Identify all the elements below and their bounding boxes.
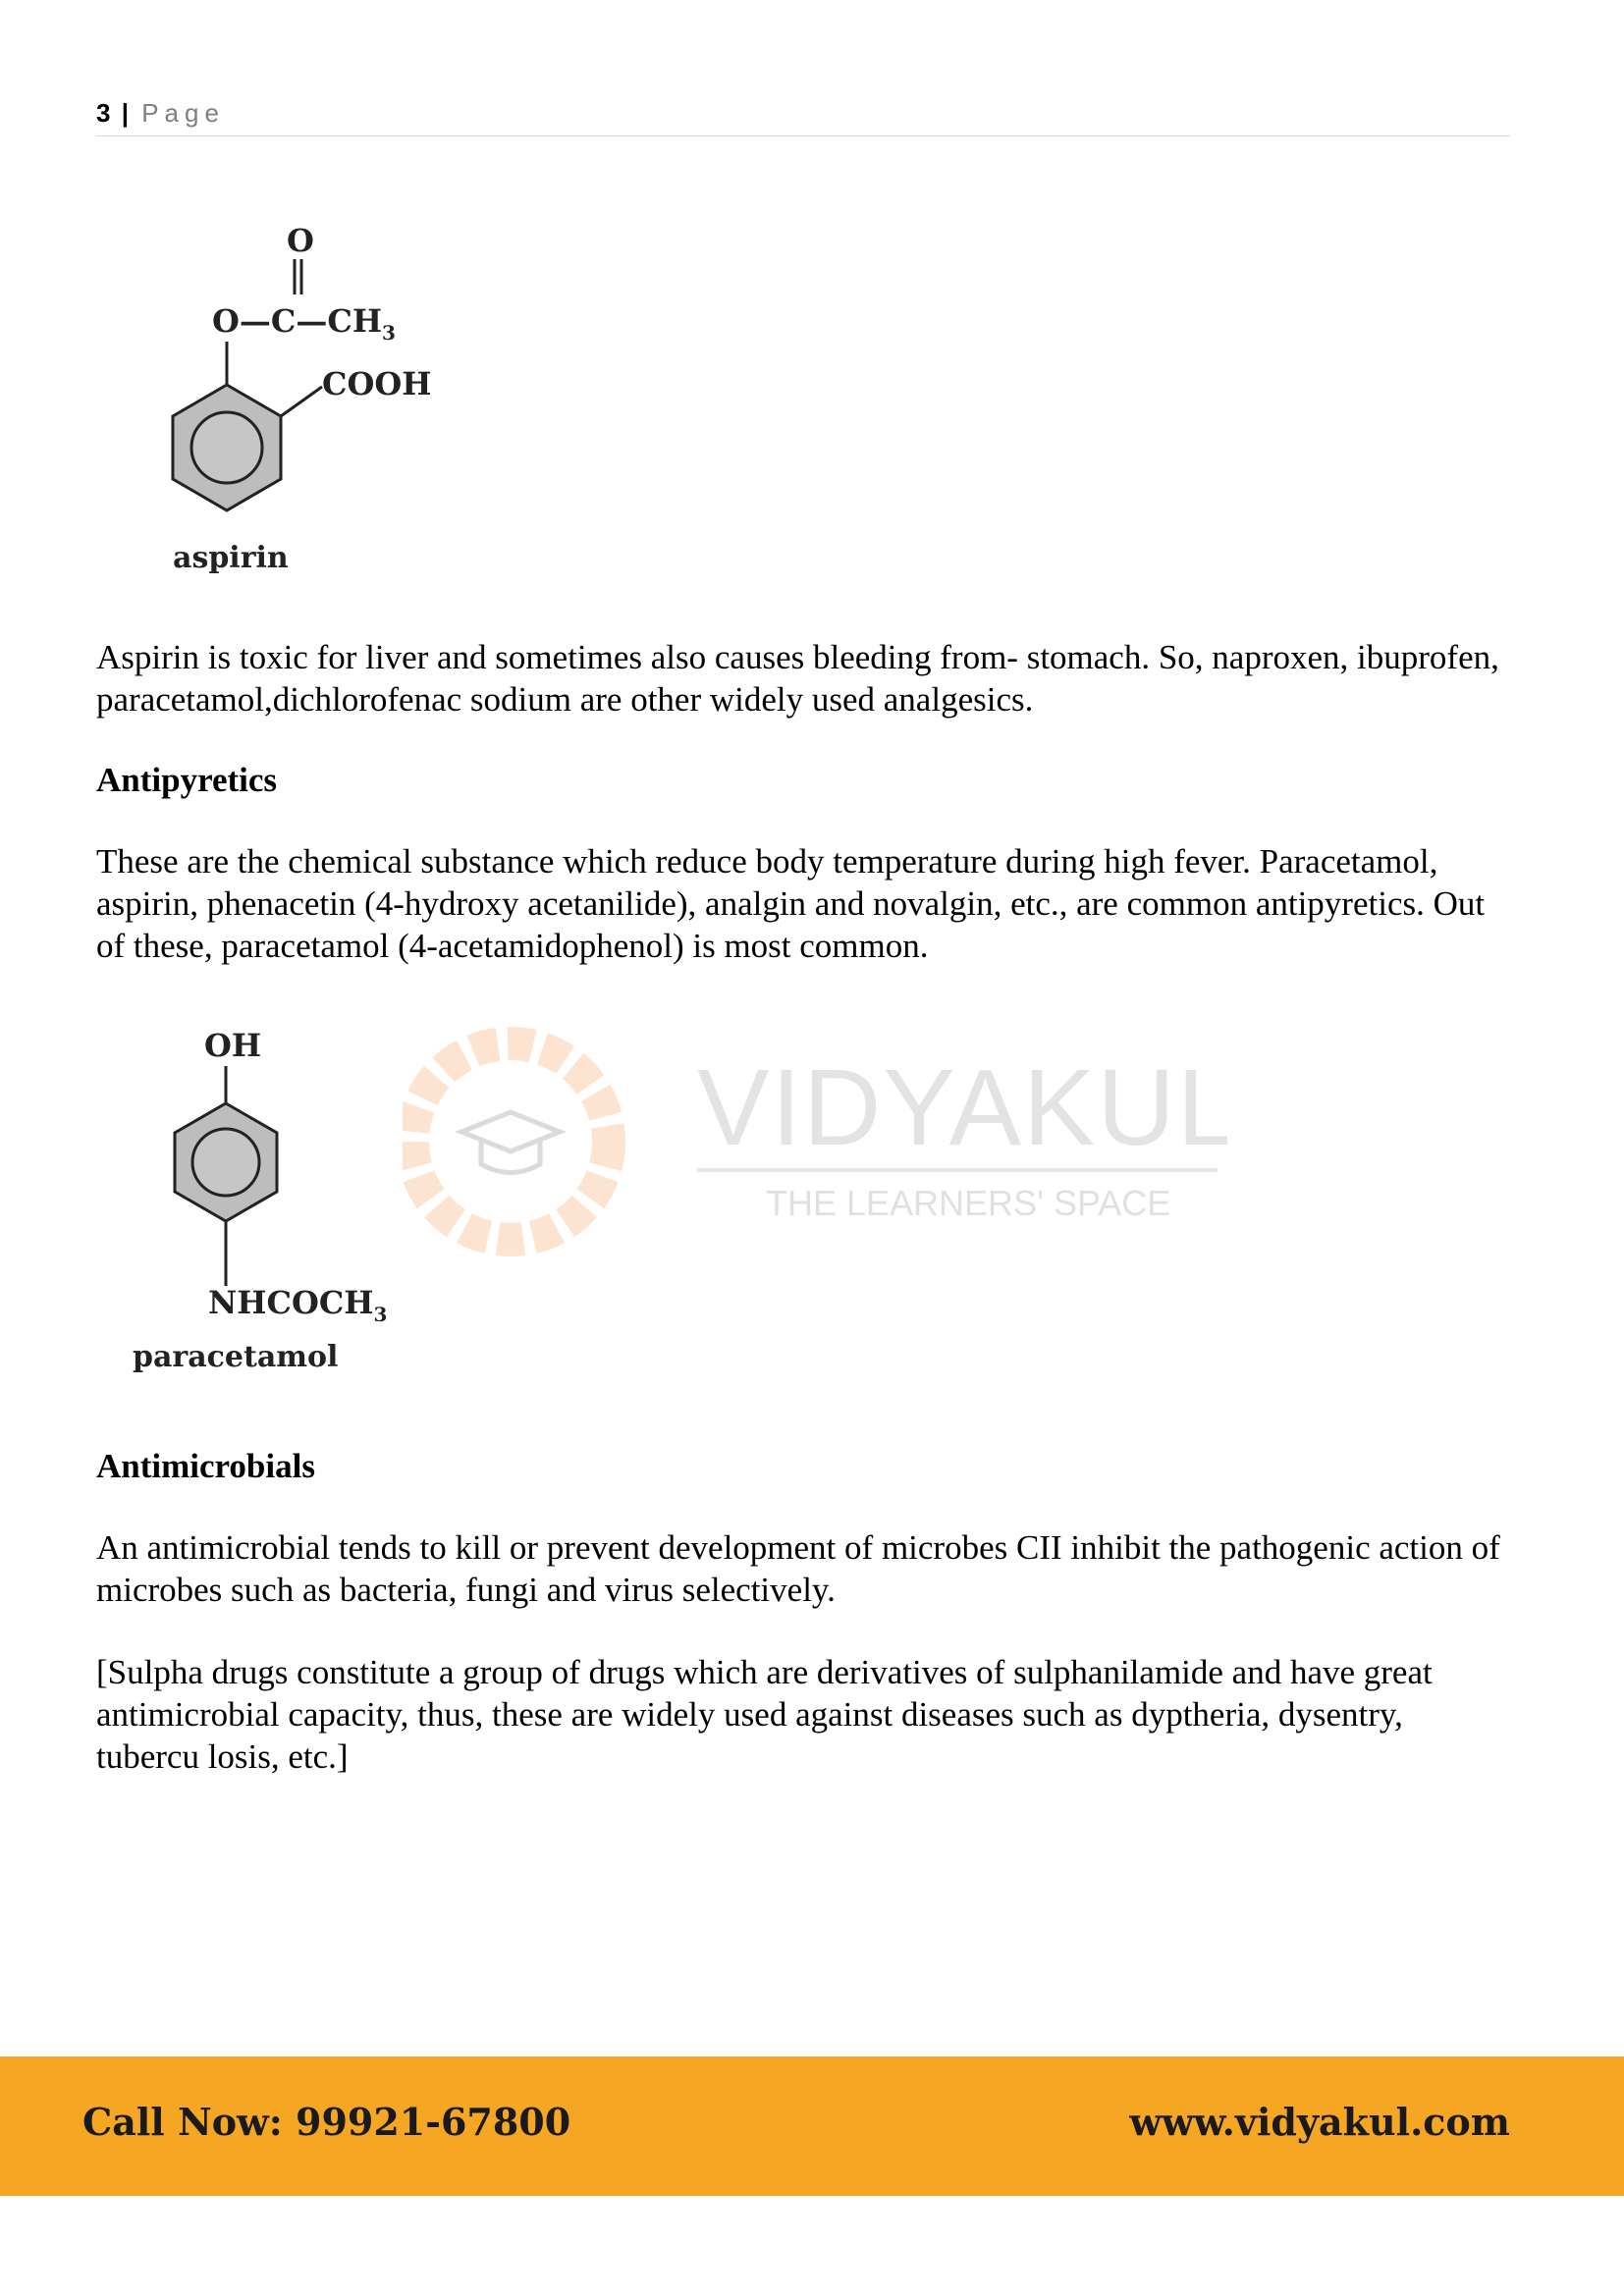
page-header bbox=[96, 98, 1510, 136]
paracetamol-hydroxyl: OH bbox=[204, 1027, 262, 1064]
watermark-tagline: THE LEARNERS' SPACE bbox=[766, 1183, 1171, 1223]
aspirin-diagram bbox=[147, 216, 481, 589]
aspirin-carboxyl: COOH bbox=[322, 365, 432, 402]
watermark-brand: VIDYAKUL bbox=[697, 1047, 1227, 1168]
heading-antimicrobials: Antimicrobials bbox=[96, 1447, 315, 1485]
aspirin-cooh-bond bbox=[281, 387, 322, 416]
paracetamol-amide-group: $NHCOCH_3$ bbox=[208, 1284, 388, 1326]
paracetamol-aromatic-circle bbox=[192, 1129, 259, 1196]
paracetamol-structure bbox=[128, 1021, 442, 1384]
watermark-gear-icon bbox=[412, 1043, 609, 1240]
watermark-graphic bbox=[403, 1019, 1227, 1274]
aspirin-structure bbox=[147, 216, 481, 589]
header-separator: | bbox=[121, 98, 129, 128]
sulpha-drugs-paragraph: [Sulpha drugs constitute a group of drugs which are derivatives of sulphanilamide and have great antimicrobial capacity, thus, these are widely used against diseases such as dyptheria, dysentry, tubercu losis, etc.] bbox=[96, 1653, 1433, 1776]
footer-banner bbox=[0, 2056, 1624, 2196]
heading-antipyretics: Antipyretics bbox=[96, 761, 278, 799]
aspirin-top-oxygen: O bbox=[287, 222, 314, 259]
paracetamol-diagram bbox=[128, 1021, 442, 1384]
paracetamol-caption: paracetamol bbox=[133, 1340, 339, 1374]
call-now-text: Call Now: 99921-67800 bbox=[82, 2100, 571, 2144]
page-word: Page bbox=[141, 98, 225, 128]
antipyretics-paragraph: These are the chemical substance which reduce body temperature during high fever. Paracetamol, aspirin, phenacetin (4-hydroxy acetanilide), analgin and novalgin, etc., are common antipyretics. Out of these, paracetamol (4-acetamidophenol) is most common. bbox=[96, 842, 1486, 965]
page-number: 3 bbox=[96, 98, 111, 128]
vidyakul-watermark bbox=[403, 1019, 1227, 1274]
antimicrobials-paragraph: An antimicrobial tends to kill or prevent development of microbes CII inhibit the pathogenic action of microbes such as bacteria, fungi and virus selectively. bbox=[96, 1528, 1500, 1609]
aspirin-caption: aspirin bbox=[173, 541, 289, 575]
aspirin-paragraph: Aspirin is toxic for liver and sometimes also causes bleeding from- stomach. So, naproxen, ibuprofen, paracetamol,dichlorofenac sodium are other widely used analgesics. bbox=[96, 638, 1499, 719]
aspirin-ester-group: $O—C—CH_3$ bbox=[212, 302, 396, 345]
aspirin-aromatic-circle bbox=[191, 412, 262, 483]
website-link[interactable]: www.vidyakul.com bbox=[1129, 2100, 1510, 2144]
